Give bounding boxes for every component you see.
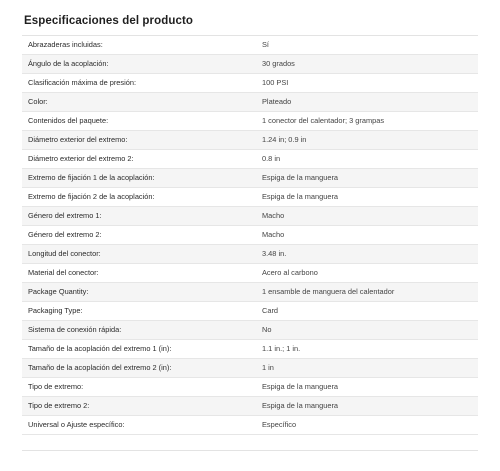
- spec-row: [22, 36, 478, 55]
- spec-value: Espiga de la manguera: [262, 173, 339, 182]
- spec-value: 30 grados: [262, 59, 295, 68]
- spec-row: [22, 55, 478, 74]
- spec-label: Tipo de extremo 2:: [28, 401, 90, 410]
- spec-value: No: [262, 325, 272, 334]
- section-title: Especificaciones del producto: [24, 15, 194, 27]
- spec-value: Espiga de la manguera: [262, 382, 339, 391]
- spec-value: 1 conector del calentador; 3 grampas: [262, 116, 385, 125]
- spec-label: Género del extremo 1:: [28, 211, 102, 220]
- spec-row: [22, 321, 478, 340]
- spec-label: Diámetro exterior del extremo 2:: [28, 154, 134, 163]
- spec-row: [22, 264, 478, 283]
- bottom-divider: [22, 450, 478, 451]
- spec-value: 1.1 in.; 1 in.: [262, 344, 301, 353]
- spec-label: Tamaño de la acoplación del extremo 1 (in):: [28, 344, 172, 353]
- spec-value: Específico: [262, 420, 297, 429]
- spec-label: Extremo de fijación 1 de la acoplación:: [28, 173, 155, 182]
- spec-label: Sistema de conexión rápida:: [28, 325, 122, 334]
- spec-label: Color:: [28, 97, 48, 106]
- spec-label: Packaging Type:: [28, 306, 83, 315]
- spec-row: [22, 226, 478, 245]
- spec-row: [22, 131, 478, 150]
- spec-label: Tipo de extremo:: [28, 382, 84, 391]
- spec-value: 1 ensamble de manguera del calentador: [262, 287, 395, 296]
- spec-row: [22, 397, 478, 416]
- spec-label: Ángulo de la acoplación:: [28, 59, 109, 68]
- spec-row: [22, 169, 478, 188]
- spec-row: [22, 416, 478, 435]
- spec-row: [22, 112, 478, 131]
- spec-value: 0.8 in: [262, 154, 281, 163]
- spec-value: Plateado: [262, 97, 292, 106]
- spec-value: 100 PSI: [262, 78, 289, 87]
- spec-label: Longitud del conector:: [28, 249, 101, 258]
- spec-value: 1.24 in; 0.9 in: [262, 135, 307, 144]
- spec-value: Sí: [262, 40, 269, 49]
- spec-value: Card: [262, 306, 279, 315]
- spec-label: Package Quantity:: [28, 287, 89, 296]
- spec-row: [22, 340, 478, 359]
- spec-value: 3.48 in.: [262, 249, 287, 258]
- spec-label: Tamaño de la acoplación del extremo 2 (in):: [28, 363, 172, 372]
- spec-label: Clasificación máxima de presión:: [28, 78, 137, 87]
- spec-row: [22, 74, 478, 93]
- spec-row: [22, 188, 478, 207]
- spec-value: Macho: [262, 211, 285, 220]
- spec-label: Contenidos del paquete:: [28, 116, 109, 125]
- spec-value: Macho: [262, 230, 285, 239]
- spec-label: Universal o Ajuste específico:: [28, 420, 125, 429]
- spec-value: Espiga de la manguera: [262, 401, 339, 410]
- spec-row: [22, 93, 478, 112]
- spec-row: [22, 302, 478, 321]
- spec-row: [22, 359, 478, 378]
- spec-label: Diámetro exterior del extremo:: [28, 135, 128, 144]
- spec-label: Material del conector:: [28, 268, 99, 277]
- spec-value: 1 in: [262, 363, 274, 372]
- spec-value: Espiga de la manguera: [262, 192, 339, 201]
- spec-table: [22, 35, 478, 435]
- spec-label: Género del extremo 2:: [28, 230, 102, 239]
- spec-label: Abrazaderas incluidas:: [28, 40, 103, 49]
- spec-row: [22, 207, 478, 226]
- spec-row: [22, 245, 478, 264]
- spec-row: [22, 378, 478, 397]
- spec-row: [22, 283, 478, 302]
- spec-value: Acero al carbono: [262, 268, 318, 277]
- spec-label: Extremo de fijación 2 de la acoplación:: [28, 192, 155, 201]
- spec-row: [22, 150, 478, 169]
